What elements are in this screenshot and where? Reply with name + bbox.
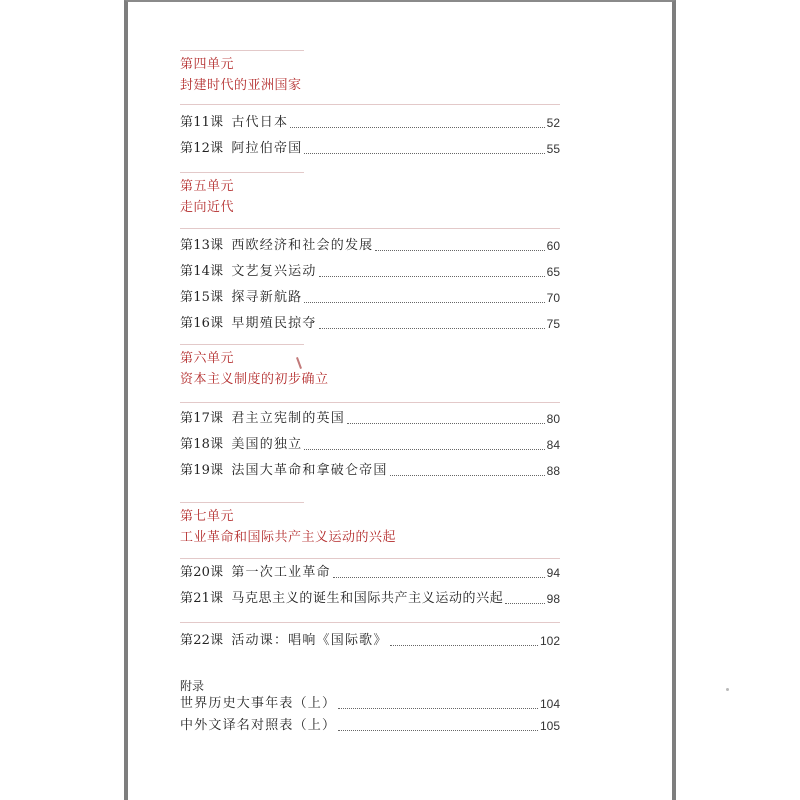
dot-leader	[304, 152, 544, 154]
unit-number: 第四单元	[180, 57, 235, 72]
lesson-title: 阿拉伯帝国	[231, 141, 303, 156]
lesson-number: 第12课	[180, 141, 224, 156]
lesson-title: 君主立宪制的英国	[231, 411, 345, 426]
lesson-list	[180, 228, 560, 339]
page-number: 102	[539, 634, 560, 648]
lesson-title: 西欧经济和社会的发展	[231, 238, 374, 253]
page-number: 52	[546, 116, 560, 130]
lesson-title: 早期殖民掠夺	[231, 316, 317, 331]
lesson-number: 第16课	[180, 316, 224, 331]
lesson-title: 文艺复兴运动	[231, 264, 317, 279]
unit-header	[180, 502, 430, 558]
lesson-entry[interactable]	[180, 409, 560, 427]
dot-leader	[505, 602, 544, 604]
dot-leader	[304, 448, 544, 450]
lesson-title: 美国的独立	[231, 437, 303, 452]
dot-leader	[304, 301, 544, 303]
paper-speck	[726, 688, 729, 691]
dot-leader	[338, 729, 538, 731]
lesson-number: 第13课	[180, 238, 224, 253]
unit-header	[180, 50, 430, 102]
lesson-title: 第一次工业革命	[231, 565, 331, 580]
lesson-list	[180, 558, 560, 617]
lesson-title: 古代日本	[231, 115, 289, 130]
unit-title: 工业革命和国际共产主义运动的兴起	[180, 530, 397, 545]
unit-number: 第七单元	[180, 509, 235, 524]
unit-header	[180, 344, 430, 400]
lesson-number: 第21课	[180, 591, 224, 606]
lesson-number: 第15课	[180, 290, 224, 305]
lesson-number: 第14课	[180, 264, 224, 279]
lesson-number: 第20课	[180, 565, 224, 580]
page-number: 75	[546, 317, 560, 331]
page-number: 104	[539, 697, 560, 711]
dot-leader	[319, 327, 545, 329]
lesson-entry[interactable]	[180, 314, 560, 332]
page-number: 60	[546, 239, 560, 253]
unit-number: 第六单元	[180, 351, 235, 366]
lesson-number: 第17课	[180, 411, 224, 426]
lesson-entry[interactable]	[180, 288, 560, 306]
page-number: 105	[539, 719, 560, 733]
unit-title: 封建时代的亚洲国家	[180, 78, 302, 93]
appendix-title: 世界历史大事年表（上）	[180, 696, 337, 711]
dot-leader	[319, 275, 545, 277]
lesson-number: 第18课	[180, 437, 224, 452]
dot-leader	[390, 474, 545, 476]
page-number: 55	[546, 142, 560, 156]
lesson-title: 马克思主义的诞生和国际共产主义运动的兴起	[231, 591, 504, 606]
appendix-list	[180, 692, 560, 752]
page-number: 88	[546, 464, 560, 478]
unit-title: 资本主义制度的初步确立	[180, 372, 329, 387]
appendix-title: 中外文译名对照表（上）	[180, 718, 337, 733]
lesson-entry[interactable]	[180, 631, 560, 649]
lesson-list	[180, 104, 560, 165]
lesson-entry[interactable]	[180, 236, 560, 254]
lesson-number: 第19课	[180, 463, 224, 478]
unit-rule	[180, 50, 304, 51]
lesson-entry[interactable]	[180, 563, 560, 581]
unit-header	[180, 172, 430, 228]
page-number: 70	[546, 291, 560, 305]
dot-leader	[338, 707, 538, 709]
unit-rule	[180, 172, 304, 173]
lesson-number: 第11课	[180, 115, 224, 130]
lesson-list	[180, 402, 560, 493]
appendix-label: 附录	[180, 679, 205, 693]
lesson-title: 探寻新航路	[231, 290, 303, 305]
lesson-title: 活动课：唱响《国际歌》	[231, 633, 388, 648]
lesson-number: 第22课	[180, 633, 224, 648]
dot-leader	[290, 126, 544, 128]
appendix-entry[interactable]	[180, 716, 560, 734]
lesson-entry[interactable]	[180, 113, 560, 131]
lesson-entry[interactable]	[180, 589, 560, 607]
lesson-entry[interactable]	[180, 461, 560, 479]
unit-title: 走向近代	[180, 200, 235, 215]
page-number: 80	[546, 412, 560, 426]
lesson-entry[interactable]	[180, 262, 560, 280]
lesson-entry[interactable]	[180, 139, 560, 157]
dot-leader	[347, 422, 545, 424]
page-number: 84	[546, 438, 560, 452]
page-number: 94	[546, 566, 560, 580]
unit-number: 第五单元	[180, 179, 235, 194]
dot-leader	[390, 644, 538, 646]
appendix-entry[interactable]	[180, 694, 560, 712]
activity-section	[180, 622, 560, 659]
dot-leader	[333, 576, 545, 578]
page-number: 98	[546, 592, 560, 606]
unit-rule	[180, 344, 304, 345]
page-number: 65	[546, 265, 560, 279]
unit-rule	[180, 502, 304, 503]
dot-leader	[375, 249, 544, 251]
lesson-title: 法国大革命和拿破仑帝国	[231, 463, 388, 478]
toc-page	[124, 0, 676, 800]
lesson-entry[interactable]	[180, 435, 560, 453]
